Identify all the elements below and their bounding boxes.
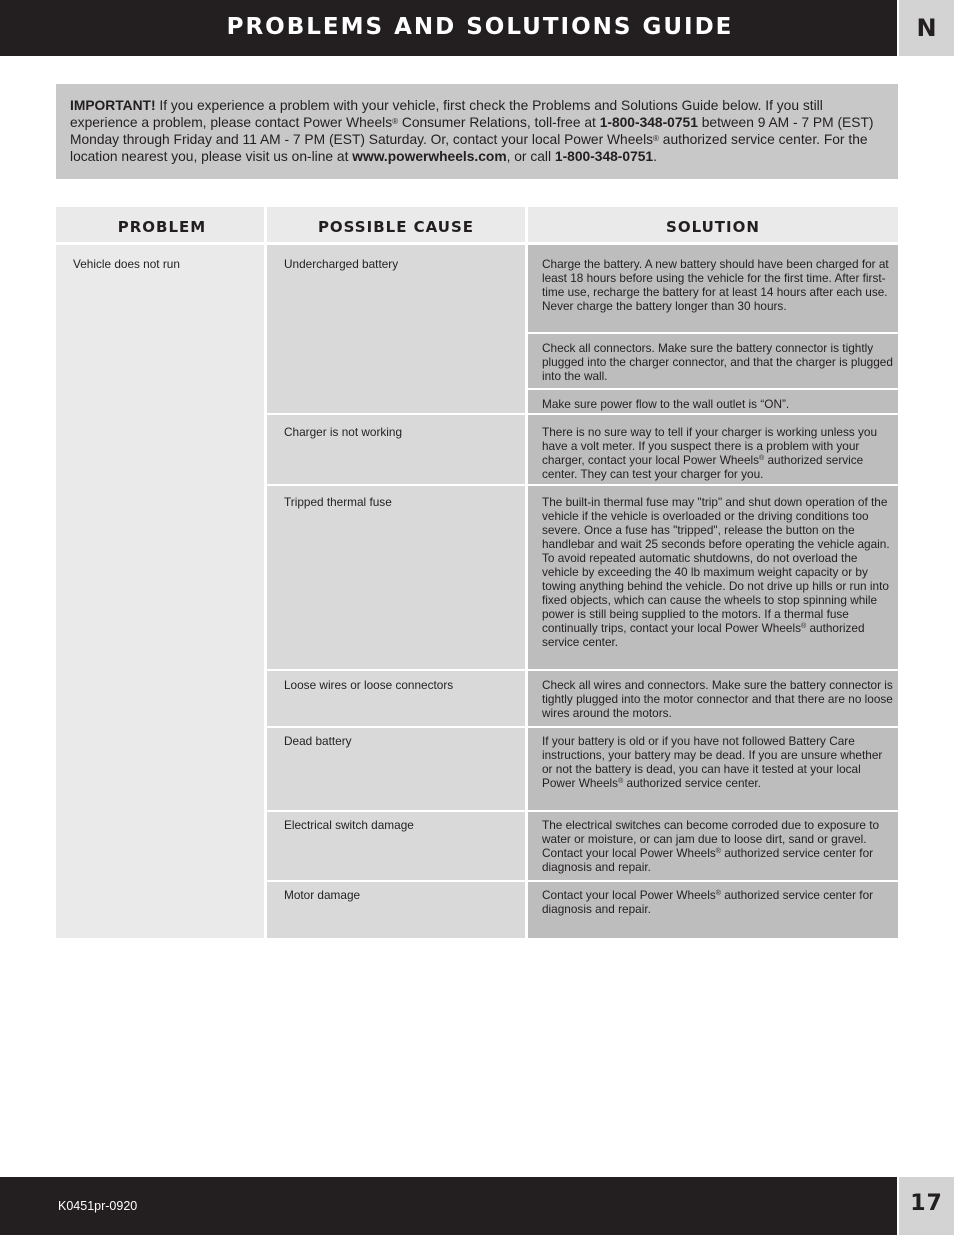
row-divider (267, 726, 525, 728)
row-divider (267, 413, 525, 415)
registered-mark: ® (715, 848, 721, 855)
row-divider (267, 669, 525, 671)
registered-mark: ® (618, 778, 624, 785)
document-code: K0451pr-0920 (58, 1199, 138, 1213)
row-divider (528, 413, 898, 415)
header-possible-cause: POSSIBLE CAUSE (267, 207, 525, 242)
notice-text-1: If you experience a problem with your vehicle, first check the Problems and Solutions Guide below. If you still experience a problem, please contact Power Wheels (70, 98, 823, 130)
column-divider (264, 207, 267, 938)
solution-text: authorized service center for diagnosis and repair. (542, 846, 874, 874)
cause-cell: Dead battery (284, 734, 352, 748)
solution-text: authorized service center. They can test your charger for you. (542, 453, 864, 481)
solution-text: Charge the battery. A new battery should have been charged for at least 18 hours before using the vehicle for the first time. After first-time use, recharge the battery for at least 14 hours after each use. Never charge the battery longer than 30 hours. (542, 257, 889, 313)
notice-url: www.powerwheels.com (352, 149, 507, 164)
language-tab-label: N (916, 14, 937, 42)
cause-cell: Charger is not working (284, 425, 403, 439)
solution-cell (542, 818, 894, 874)
row-divider (528, 484, 898, 486)
registered-mark: ® (801, 623, 807, 630)
cause-cell: Tripped thermal fuse (284, 495, 392, 509)
row-divider (528, 388, 898, 390)
solution-text: The electrical switches can become corroded due to exposure to water or moisture, or can jam due to loose dirt, sand or gravel. Contact your local Power Wheels (542, 818, 880, 860)
solution-text: Contact your local Power Wheels (542, 888, 716, 902)
solution-text: The built-in thermal fuse may "trip" and shut down operation of the vehicle if the vehicle is overloaded or the driving conditions too severe. Once a fuse has "tripped", release the button on the handlebar and wait 25 seconds before operating the vehicle again. To avoid repeated automatic shutdowns, do not overload the vehicle by exceeding the 40 lb maximum weight capacity or by towing anything behind the vehicle. Do not drive up hills or run into fixed objects, which can cause the wheels to stop spinning while power is still being supplied to the motors. If a thermal fuse continually trips, contact your local Power Wheels (542, 495, 890, 635)
page-title: PROBLEMS AND SOLUTIONS GUIDE (226, 14, 734, 40)
row-divider (528, 332, 898, 334)
solution-text: authorized service center for diagnosis and repair. (542, 888, 874, 916)
solution-cell (542, 888, 894, 916)
problem-column (56, 207, 264, 938)
registered-mark: ® (653, 134, 659, 143)
cause-cell: Motor damage (284, 888, 361, 902)
solution-text: If your battery is old or if you have not followed Battery Care instructions, your battery may be dead. If you are unsure whether or not the battery is dead, you can have it tested at your local Power Wheels (542, 734, 883, 790)
notice-text-3: between 9 AM - 7 PM (EST) Monday through Friday and 11 AM - 7 PM (EST) Saturday. Or, contact your local Power Wheels (70, 115, 874, 147)
column-divider (525, 207, 528, 938)
solution-text: Check all connectors. Make sure the battery connector is tightly plugged into the charger connector, and that the charger is plugged into the wall. (542, 341, 893, 383)
solution-cell (542, 495, 894, 649)
notice-text-5: , or call (506, 149, 555, 164)
notice-text-4: authorized service center. For the location nearest you, please visit us on-line at (70, 132, 868, 164)
solution-cell (542, 397, 894, 411)
notice-text-6: . (653, 149, 657, 164)
registered-mark: ® (392, 117, 399, 126)
header-problem: PROBLEM (56, 207, 268, 242)
row-divider (267, 484, 525, 486)
cause-cell: Loose wires or loose connectors (284, 678, 454, 692)
cause-cell: Electrical switch damage (284, 818, 414, 832)
problems-solutions-table (56, 207, 898, 938)
solution-text: Check all wires and connectors. Make sure the battery connector is tightly plugged into the motor connector and that there are no loose wires around the motors. (542, 678, 893, 720)
solution-cell (542, 678, 894, 720)
registered-mark: ® (715, 890, 721, 897)
important-notice (56, 84, 898, 179)
header-solution: SOLUTION (528, 207, 898, 242)
solution-cell (542, 341, 894, 383)
solution-text: Make sure power flow to the wall outlet is “ON”. (542, 397, 790, 411)
row-divider (528, 726, 898, 728)
row-divider (267, 880, 525, 882)
page-number: 17 (910, 1191, 943, 1216)
problem-cell: Vehicle does not run (73, 257, 180, 271)
solution-text: There is no sure way to tell if your charger is working unless you have a volt meter. If you suspect there is a problem with your charger, contact your local Power Wheels (542, 425, 878, 467)
solution-cell (542, 734, 894, 790)
header-divider (56, 242, 898, 245)
cause-cell: Undercharged battery (284, 257, 399, 271)
notice-phone-1: 1-800-348-0751 (599, 115, 698, 130)
row-divider (528, 810, 898, 812)
solution-text: authorized service center. (542, 621, 865, 649)
notice-text-2: Consumer Relations, toll-free at (398, 115, 600, 130)
solution-text: authorized service center. (623, 776, 761, 790)
notice-lead: IMPORTANT! (70, 98, 156, 113)
notice-phone-2: 1-800-348-0751 (554, 149, 654, 164)
solution-cell (542, 425, 894, 481)
solution-cell (542, 257, 894, 313)
registered-mark: ® (759, 455, 765, 462)
row-divider (528, 669, 898, 671)
row-divider (267, 810, 525, 812)
row-divider (528, 880, 898, 882)
